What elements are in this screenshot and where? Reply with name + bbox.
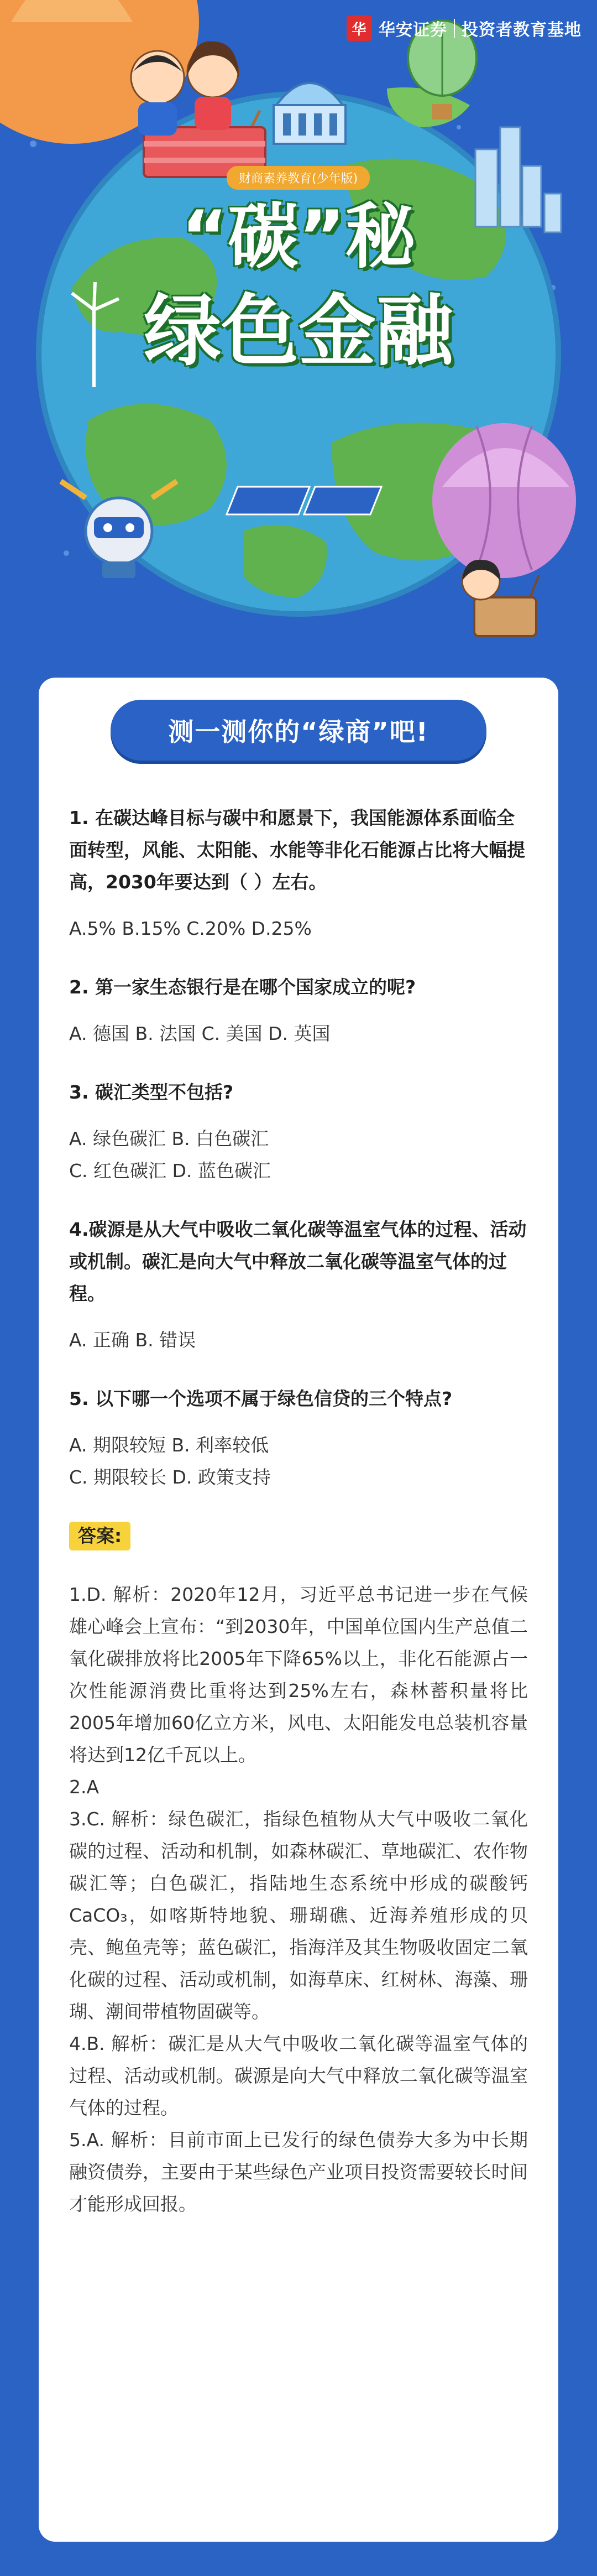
series-badge: 财商素养教育(少年版): [227, 166, 370, 190]
brand-name: 华安证券: [379, 20, 447, 40]
city-buildings: [475, 127, 561, 232]
answer-5: 5.A. 解析：目前市面上已发行的绿色债券大多为中长期融资债券，主要由于某些绿色产业项目投资需要较长时间才能形成回报。: [69, 2129, 528, 2215]
brand-header: [347, 15, 582, 41]
quiz-heading-wrap: [111, 700, 486, 761]
question-4: 4.碳源是从大气中吸收二氧化碳等温室气体的过程、活动或机制。碳汇是向大气中释放二氧化碳等温室气体的过程。: [69, 1219, 527, 1304]
quiz-body: [69, 802, 528, 2220]
hero-banner: [0, 0, 597, 680]
question-5: 5. 以下哪一个选项不属于绿色信贷的三个特点?: [69, 1388, 453, 1409]
question-3-options-row1: A. 绿色碳汇 B. 白色碳汇: [69, 1128, 269, 1149]
question-2-options: A. 德国 B. 法国 C. 美国 D. 英国: [69, 1023, 331, 1044]
answer-1: 1.D. 解析：2020年12月，习近平总书记进一步在气候雄心峰会上宣布：“到2030年，中国单位国内生产总值二氧化碳排放将比2005年下降65%以上，非化石能源占一次性能源消费比重将达到25%左右，森林蓄积量将比2005年增加60亿立方米，风电、太阳能发电总装机容量将达到12亿千瓦以上。: [69, 1584, 528, 1766]
hero-title-line2: 绿色金融: [143, 287, 453, 377]
quiz-card: [39, 678, 558, 2542]
quiz-heading: 测一测你的“绿商”吧!: [111, 700, 486, 761]
question-4-options: A. 正确 B. 错误: [69, 1329, 196, 1351]
brand-logo-icon: 华: [347, 15, 372, 41]
question-2: 2. 第一家生态银行是在哪个国家成立的呢?: [69, 976, 416, 998]
hero-title-line1: “碳”秘: [181, 196, 416, 278]
brand-divider: [454, 19, 455, 38]
question-1-options: A.5% B.15% C.20% D.25%: [69, 918, 312, 939]
question-5-options-row1: A. 期限较短 B. 利率较低: [69, 1434, 269, 1456]
right-hot-air-balloon: [432, 423, 576, 636]
question-1: 1. 在碳达峰目标与碳中和愿景下，我国能源体系面临全面转型，风能、太阳能、水能等非化石能源占比将大幅提高，2030年要达到（ ）左右。: [69, 807, 525, 893]
answer-4: 4.B. 解析：碳汇是从大气中吸收二氧化碳等温室气体的过程、活动或机制。碳源是向大气中释放二氧化碳等温室气体的过程。: [69, 2033, 528, 2119]
question-3: 3. 碳汇类型不包括?: [69, 1081, 234, 1103]
question-3-options-row2: C. 红色碳汇 D. 蓝色碳汇: [69, 1160, 271, 1182]
brand-tagline: 投资者教育基地: [462, 20, 582, 40]
answer-2: 2.A: [69, 1776, 100, 1798]
answer-label: 答案:: [69, 1522, 130, 1550]
answer-3: 3.C. 解析：绿色碳汇，指绿色植物从大气中吸收二氧化碳的过程、活动和机制，如森林碳汇、草地碳汇、农作物碳汇等；白色碳汇，指陆地生态系统中形成的碳酸钙CaCO₃，如喀斯特地貌、珊瑚礁、近海养殖形成的贝壳、鲍鱼壳等；蓝色碳汇，指海洋及其生物吸收固定二氧化碳的过程、活动或机制，如海草床、红树林、海藻、珊瑚、潮间带植物固碳等。: [69, 1808, 528, 2022]
question-5-options-row2: C. 期限较长 D. 政策支持: [69, 1466, 271, 1488]
